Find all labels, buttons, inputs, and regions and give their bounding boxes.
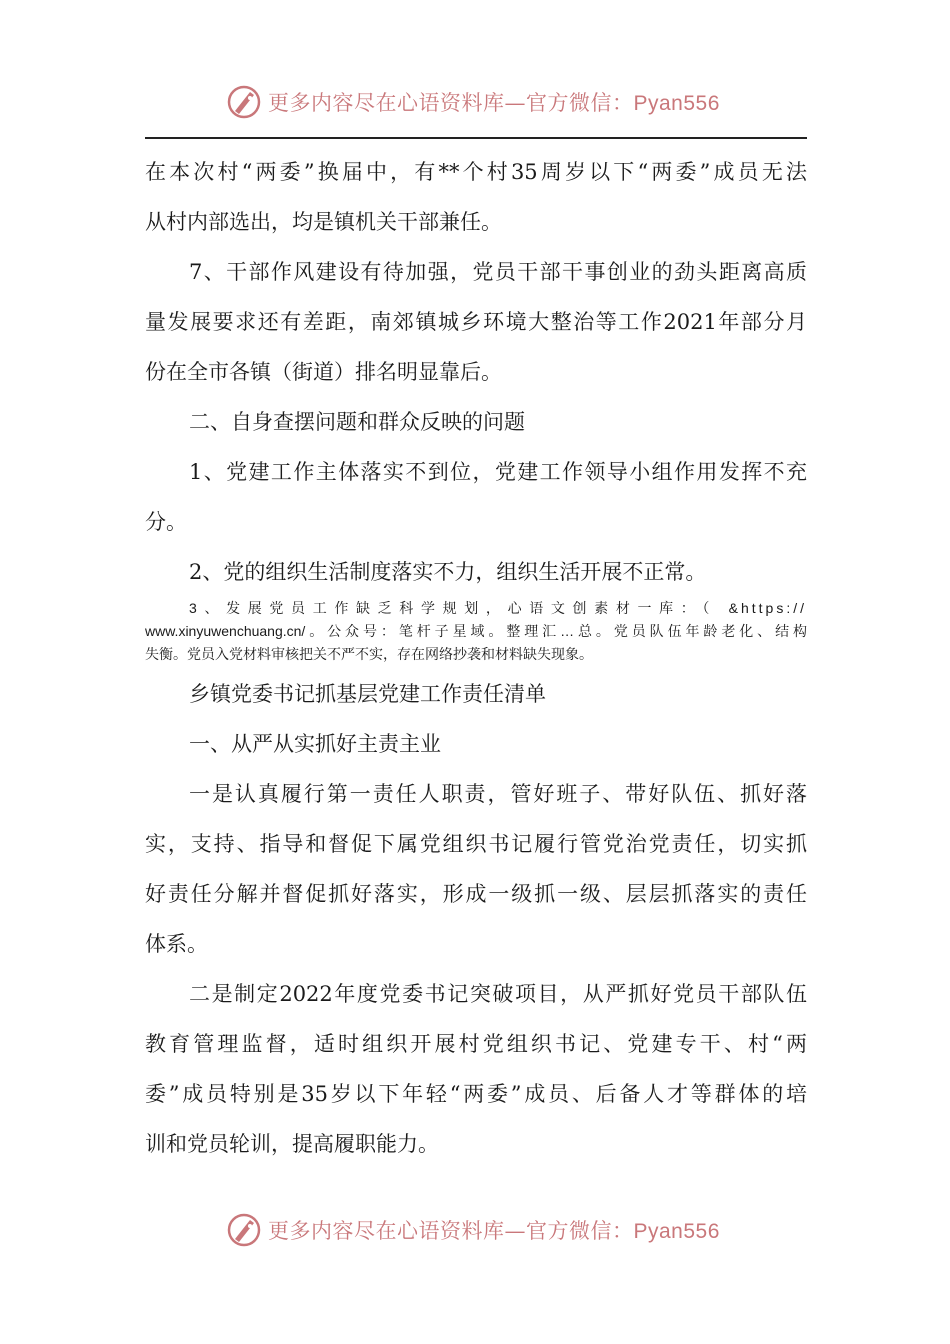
- body-line: 教育管理监督，适时组织开展村党组织书记、党建专干、村“两: [145, 1032, 807, 1056]
- section-heading: 一、从严从实抓好主责主业: [189, 732, 441, 756]
- body-line: 训和党员轮训，提高履职能力。: [145, 1132, 439, 1156]
- body-line: 从村内部选出，均是镇机关干部兼任。: [145, 210, 502, 234]
- small-line: 失衡。党员入党材料审核把关不严不实，存在网络抄袭和材料缺失现象。: [145, 646, 593, 662]
- pen-nib-logo-icon: [226, 1212, 262, 1248]
- body-line: 体系。: [145, 932, 208, 956]
- body-line: 好责任分解并督促抓好落实，形成一级抓一级、层层抓落实的责任: [145, 882, 807, 906]
- body-line: 分。: [145, 510, 187, 534]
- small-line: www.xinyuwenchuang.cn/。公众号：笔杆子星域。整理汇…总。党员队伍年龄老化、结构: [145, 623, 807, 639]
- body-line: 实，支持、指导和督促下属党组织书记履行管党治党责任，切实抓: [145, 832, 807, 856]
- body-line: 量发展要求还有差距，南郊镇城乡环境大整治等工作2021年部分月: [145, 310, 807, 334]
- section-heading: 二、自身查摆问题和群众反映的问题: [189, 410, 525, 434]
- header-divider: [145, 137, 807, 139]
- body-line: 7、干部作风建设有待加强，党员干部干事创业的劲头距离高质: [189, 260, 807, 284]
- body-line: 二是制定2022年度党委书记突破项目，从严抓好党员干部队伍: [189, 982, 807, 1006]
- small-line: 3、发展党员工作缺乏科学规划，心语文创素材一库：（ &https://: [189, 600, 807, 616]
- body-line: 份在全市各镇（街道）排名明显靠后。: [145, 360, 502, 384]
- body-line: 2、党的组织生活制度落实不力，组织生活开展不正常。: [189, 560, 707, 584]
- pen-nib-logo-icon: [226, 84, 262, 120]
- document-subtitle: 乡镇党委书记抓基层党建工作责任清单: [189, 682, 546, 706]
- header-text: 更多内容尽在心语资料库—官方微信：Pyan556: [268, 91, 720, 115]
- footer-text: 更多内容尽在心语资料库—官方微信：Pyan556: [268, 1219, 720, 1243]
- body-line: 在本次村“两委”换届中，有**个村35周岁以下“两委”成员无法: [145, 160, 807, 184]
- body-line: 1、党建工作主体落实不到位，党建工作领导小组作用发挥不充: [189, 460, 807, 484]
- body-line: 委”成员特别是35岁以下年轻“两委”成员、后备人才等群体的培: [145, 1082, 807, 1106]
- page-footer: [0, 1210, 950, 1250]
- page-header: [0, 82, 950, 122]
- body-line: 一是认真履行第一责任人职责，管好班子、带好队伍、抓好落: [189, 782, 807, 806]
